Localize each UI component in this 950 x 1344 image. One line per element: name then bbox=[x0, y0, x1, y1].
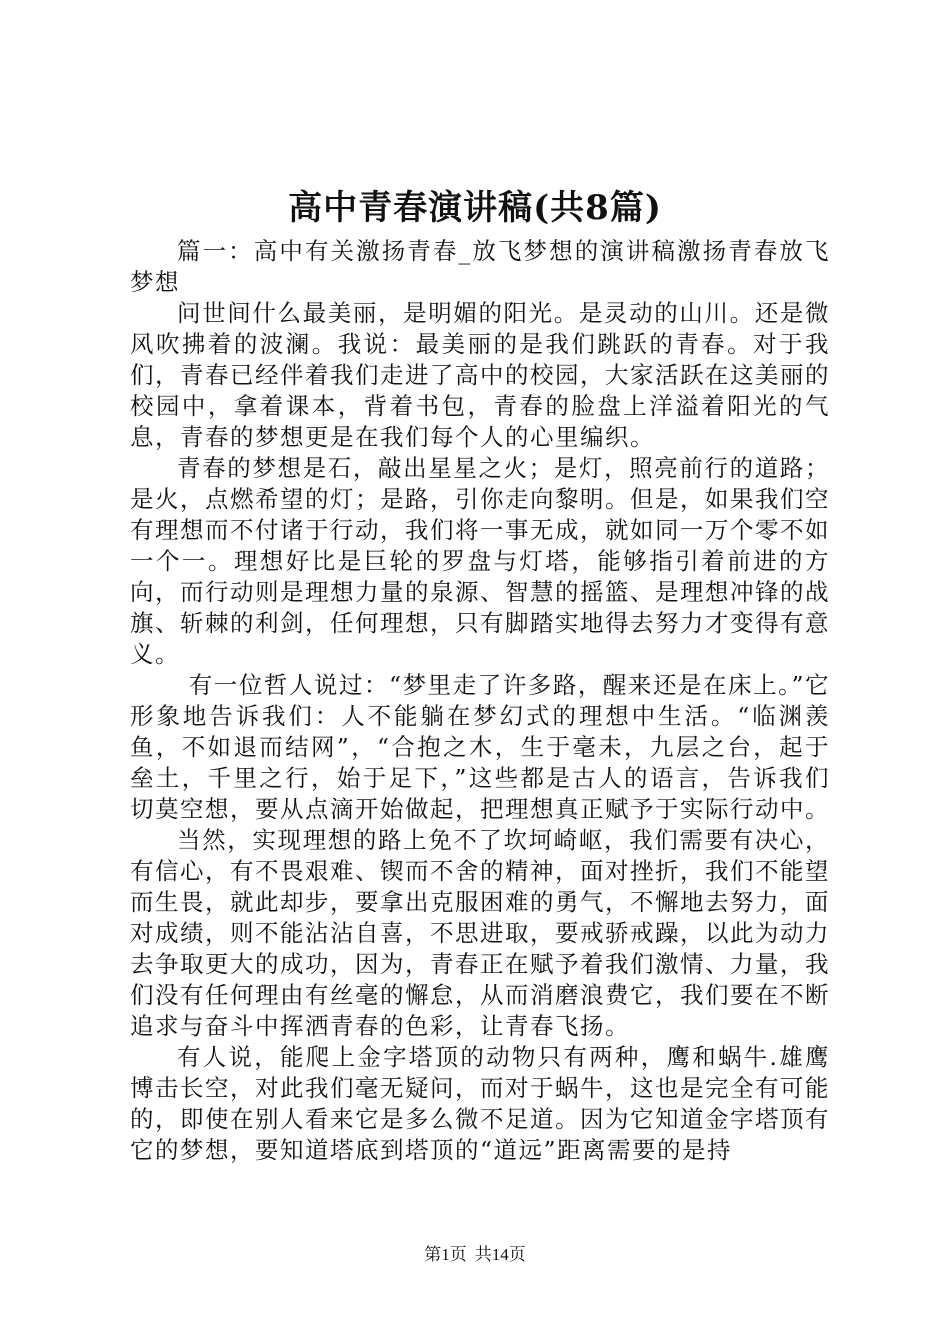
document-title: 高中青春演讲稿(共8篇) bbox=[288, 188, 662, 228]
paragraph-heading: 篇一：高中有关激扬青春_放飞梦想的演讲稿激扬青春放飞梦想 bbox=[130, 237, 830, 296]
paragraph: 当然，实现理想的路上免不了坎坷崎岖，我们需要有决心，有信心，有不畏艰难、锲而不舍的精神，面对挫折，我们不能望而生畏，就此却步，要拿出克服困难的勇气，不懈地去努力，面对成绩，则不能沾沾自喜，不思进取，要戒骄戒躁，以此为动力去争取更大的成功，因为，青春正在赋予着我们激情、力量，我们没有任何理由有丝毫的懈怠，从而消磨浪费它，我们要在不断追求与奋斗中挥洒青春的色彩，让青春飞扬。 bbox=[130, 826, 830, 1040]
paragraph: 问世间什么最美丽，是明媚的阳光。是灵动的山川。还是微风吹拂着的波澜。我说：最美丽的是我们跳跃的青春。对于我们，青春已经伴着我们走进了高中的校园，大家活跃在这美丽的校园中，拿着课本，背着书包，青春的脸盘上洋溢着阳光的气息，青春的梦想更是在我们每个人的心里编织。 bbox=[130, 299, 830, 451]
page-number: 第1页 bbox=[424, 1245, 467, 1264]
page-total: 共14页 bbox=[474, 1245, 526, 1264]
paragraph: 有人说，能爬上金字塔顶的动物只有两种，鹰和蜗牛.雄鹰博击长空，对此我们毫无疑问，而对于蜗牛，这也是完全有可能的，即使在别人看来它是多么微不足道。因为它知道金字塔顶有它的梦想，要知道塔底到塔顶的“道远”距离需要的是持 bbox=[130, 1043, 830, 1164]
paragraph: 青春的梦想是石，敲出星星之火；是灯，照亮前行的道路；是火，点燃希望的灯；是路，引你走向黎明。但是，如果我们空有理想而不付诸于行动，我们将一事无成，就如同一万个零不如一个一。理想好比是巨轮的罗盘与灯塔，能够指引着前进的方向，而行动则是理想力量的泉源、智慧的摇篮、是理想冲锋的战旗、斩棘的利剑，任何理想，只有脚踏实地得去努力才变得有意义。 bbox=[130, 454, 830, 668]
paragraph: 有一位哲人说过：“梦里走了许多路，醒来还是在床上。”它形象地告诉我们：人不能躺在梦幻式的理想中生活。“临渊羡鱼，不如退而结网”，“合抱之木，生于毫未，九层之台，起于垒土，千里之行，始于足下，”这些都是古人的语言，告诉我们切莫空想，要从点滴开始做起，把理想真正赋予于实际行动中。 bbox=[130, 671, 830, 823]
page-footer bbox=[0, 1244, 950, 1266]
document-body bbox=[130, 236, 830, 1166]
